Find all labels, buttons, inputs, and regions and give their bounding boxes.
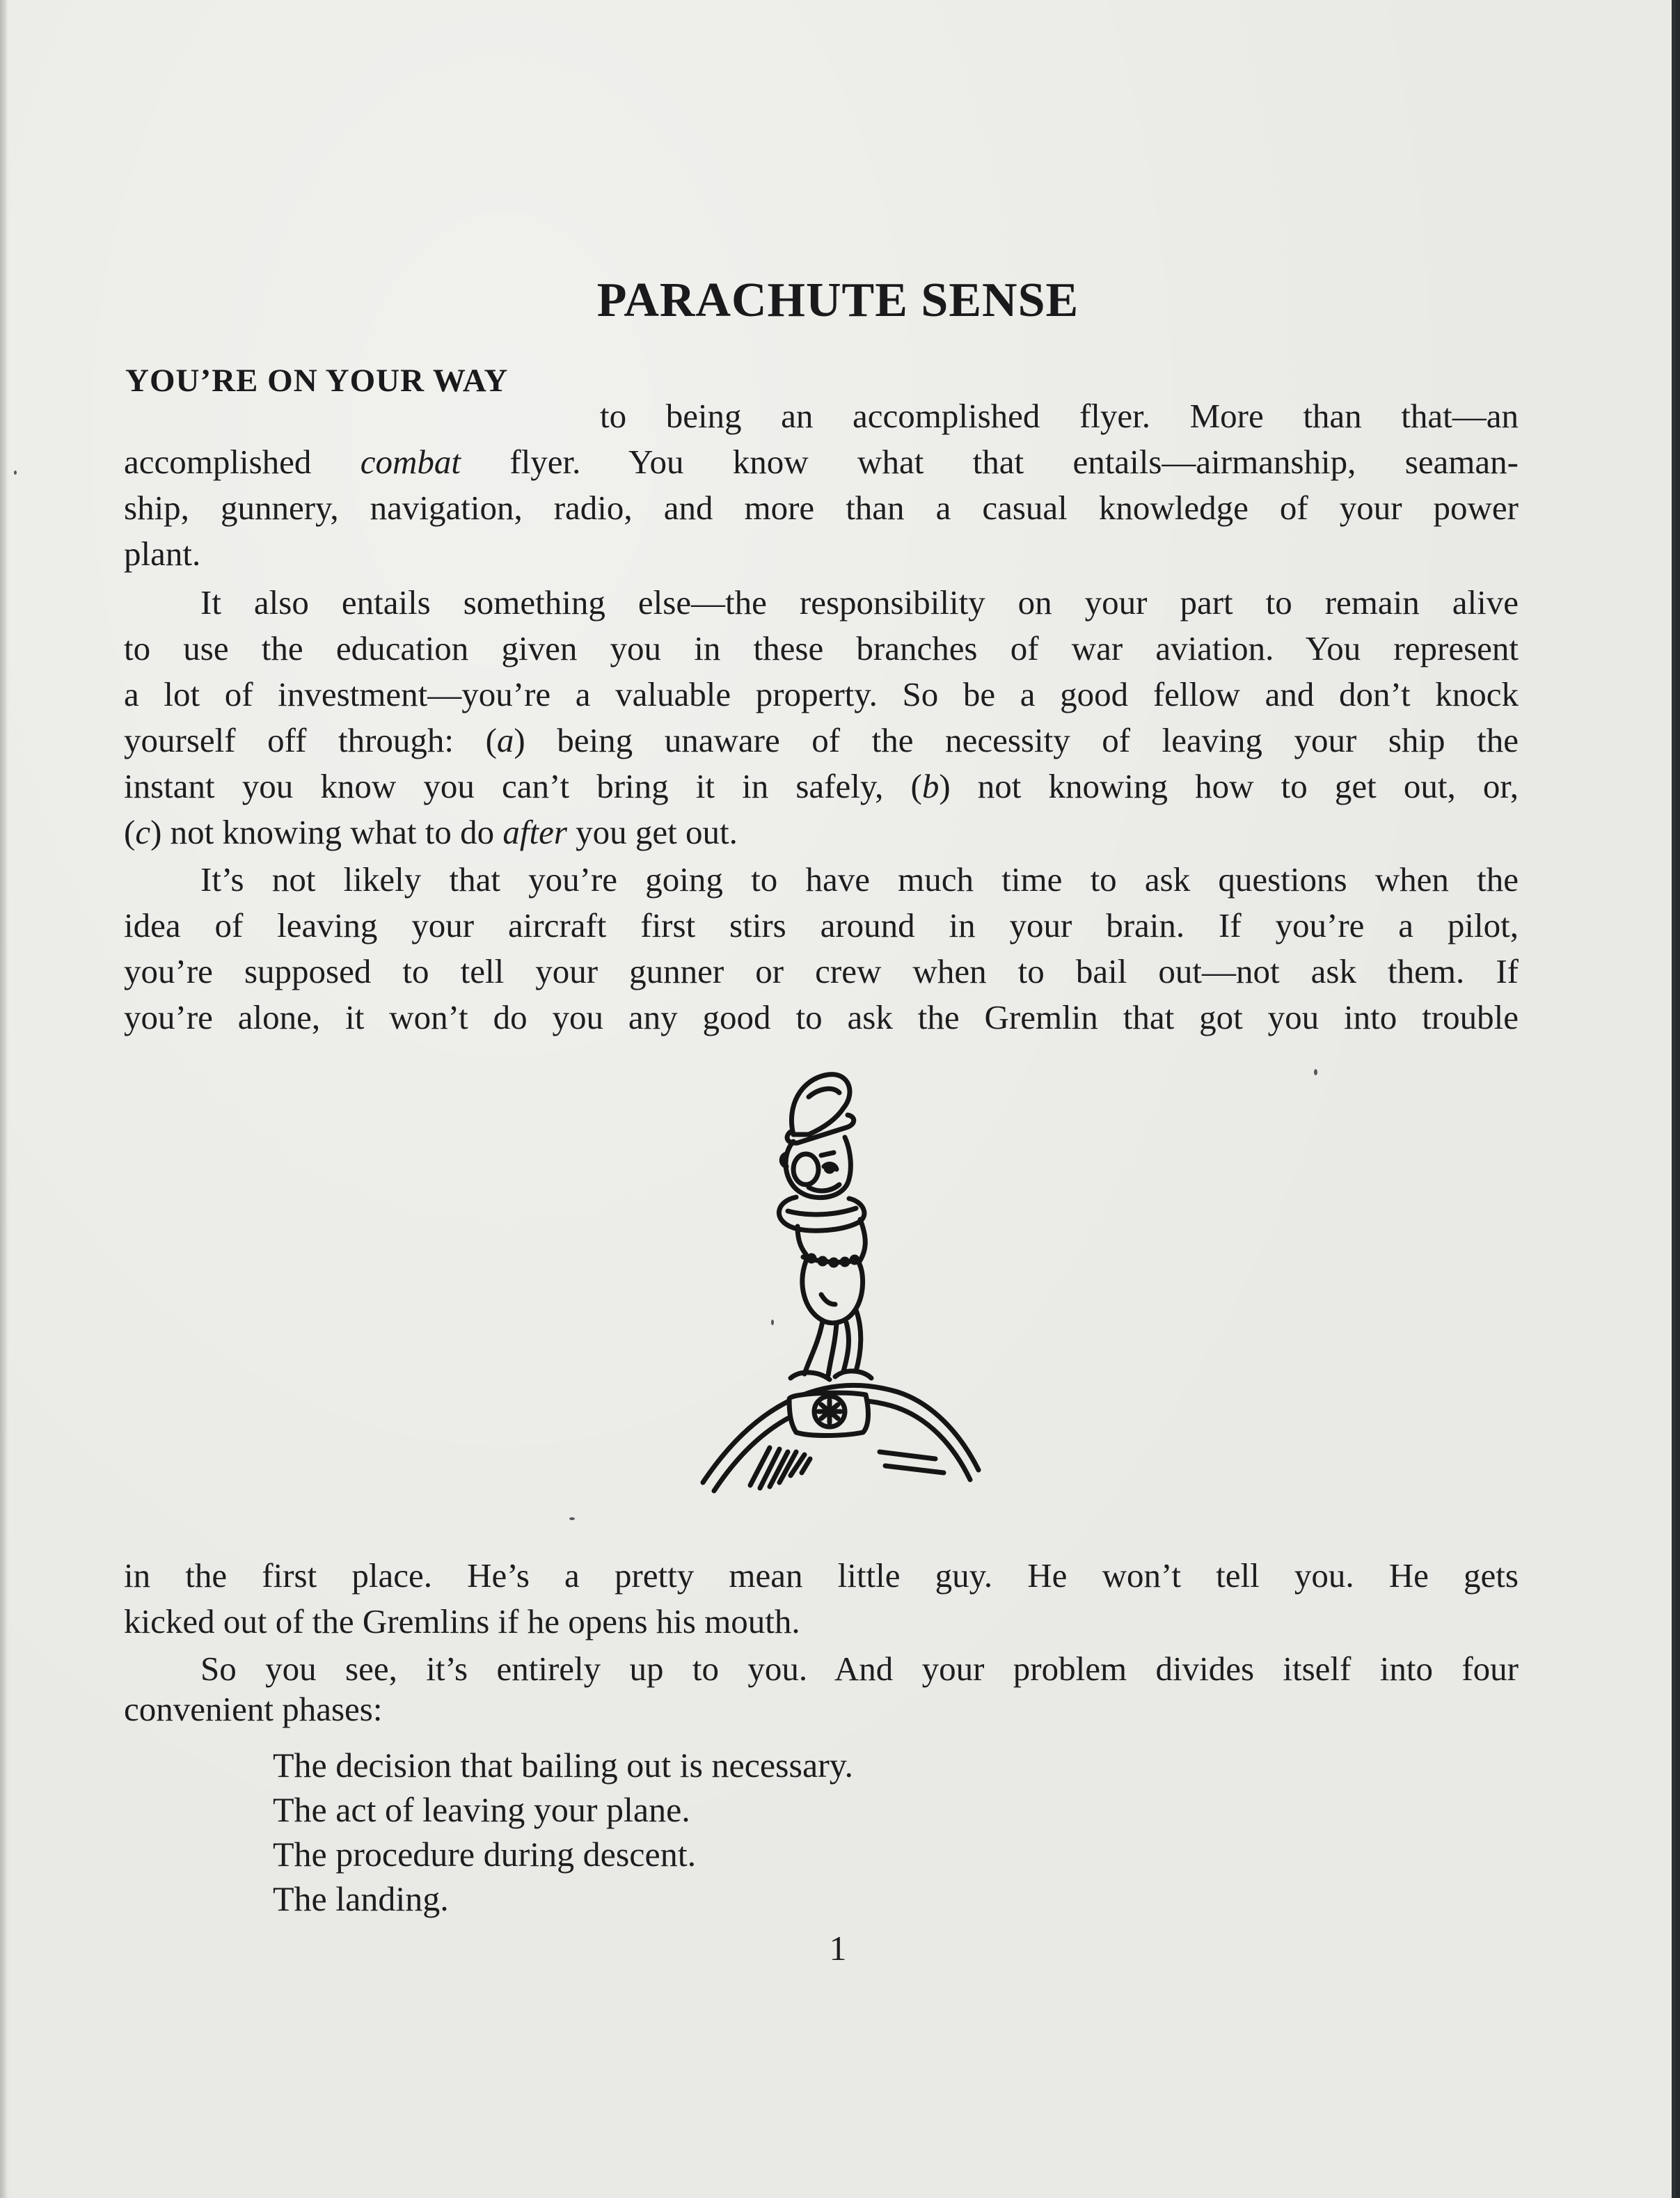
gremlin-on-aircraft-nose-icon: [626, 1065, 1016, 1538]
page-number: 1: [829, 1929, 847, 1968]
paragraph-line: [124, 766, 1519, 807]
page-title: PARACHUTE SENSE: [596, 274, 1079, 327]
text-run: ) not knowing how to get out, or,: [939, 767, 1519, 805]
paragraph-line: you’re supposed to tell your gunner or crew when to bail out—not ask them. If: [124, 952, 1519, 990]
print-speck: [569, 1517, 575, 1520]
paragraph-line: to being an accomplished flyer. More than that—an: [600, 397, 1519, 435]
paragraph-line: you’re alone, it won’t do you any good to ask the Gremlin that got you into trouble: [124, 998, 1519, 1036]
section-subheading: YOU’RE ON YOUR WAY: [125, 363, 509, 399]
paragraph-line: [124, 812, 738, 853]
text-run: flyer. You know what that entails—airmanship, seaman-: [461, 443, 1519, 481]
text-run: ) not knowing what to do: [150, 813, 503, 851]
emphasis-text: after: [502, 813, 567, 851]
paragraph-line: ship, gunnery, navigation, radio, and more than a casual knowledge of your power: [124, 489, 1519, 527]
paragraph-line: It’s not likely that you’re going to have much time to ask questions when the: [200, 860, 1519, 899]
paragraph-line: convenient phases:: [124, 1690, 383, 1728]
paragraph-line: in the first place. He’s a pretty mean little guy. He won’t tell you. He gets: [124, 1556, 1519, 1595]
emphasis-text: b: [921, 767, 940, 805]
paragraph-line: kicked out of the Gremlins if he opens his mouth.: [124, 1602, 800, 1640]
text-run: (: [124, 813, 136, 851]
paragraph-line: a lot of investment—you’re a valuable property. So be a good fellow and don’t knock: [124, 675, 1519, 713]
text-run: yourself off through: (: [124, 721, 497, 759]
text-run: you get out.: [566, 813, 738, 851]
paragraph-line: plant.: [124, 535, 201, 573]
paragraph-line: So you see, it’s entirely up to you. And your problem divides itself into four: [200, 1650, 1519, 1688]
paragraph-line: [124, 720, 1519, 761]
phase-item: The procedure during descent.: [273, 1835, 697, 1874]
paragraph-line: It also entails something else—the responsibility on your part to remain alive: [200, 583, 1519, 622]
emphasis-text: c: [135, 813, 151, 851]
text-run: instant you know you can’t bring it in safely, (: [124, 767, 922, 805]
page-gutter-edge: [0, 0, 7, 2198]
paragraph-line: idea of leaving your aircraft first stirs around in your brain. If you’re a pilot,: [124, 906, 1519, 944]
text-run: accomplished: [124, 443, 360, 481]
book-cover-edge: [1672, 0, 1676, 2198]
emphasis-text: a: [496, 721, 514, 759]
print-speck: [14, 471, 17, 475]
paragraph-line: to use the education given you in these branches of war aviation. You represent: [124, 629, 1519, 667]
text-run: ) being unaware of the necessity of leaving your ship the: [514, 721, 1519, 759]
phase-item: The landing.: [273, 1879, 449, 1918]
emphasis-text: combat: [360, 443, 461, 481]
phase-item: The act of leaving your plane.: [273, 1790, 690, 1829]
paragraph-line: [124, 441, 1519, 483]
print-speck: [1314, 1069, 1317, 1075]
phase-item: The decision that bailing out is necessary.: [273, 1746, 854, 1785]
print-speck: [771, 1320, 774, 1325]
